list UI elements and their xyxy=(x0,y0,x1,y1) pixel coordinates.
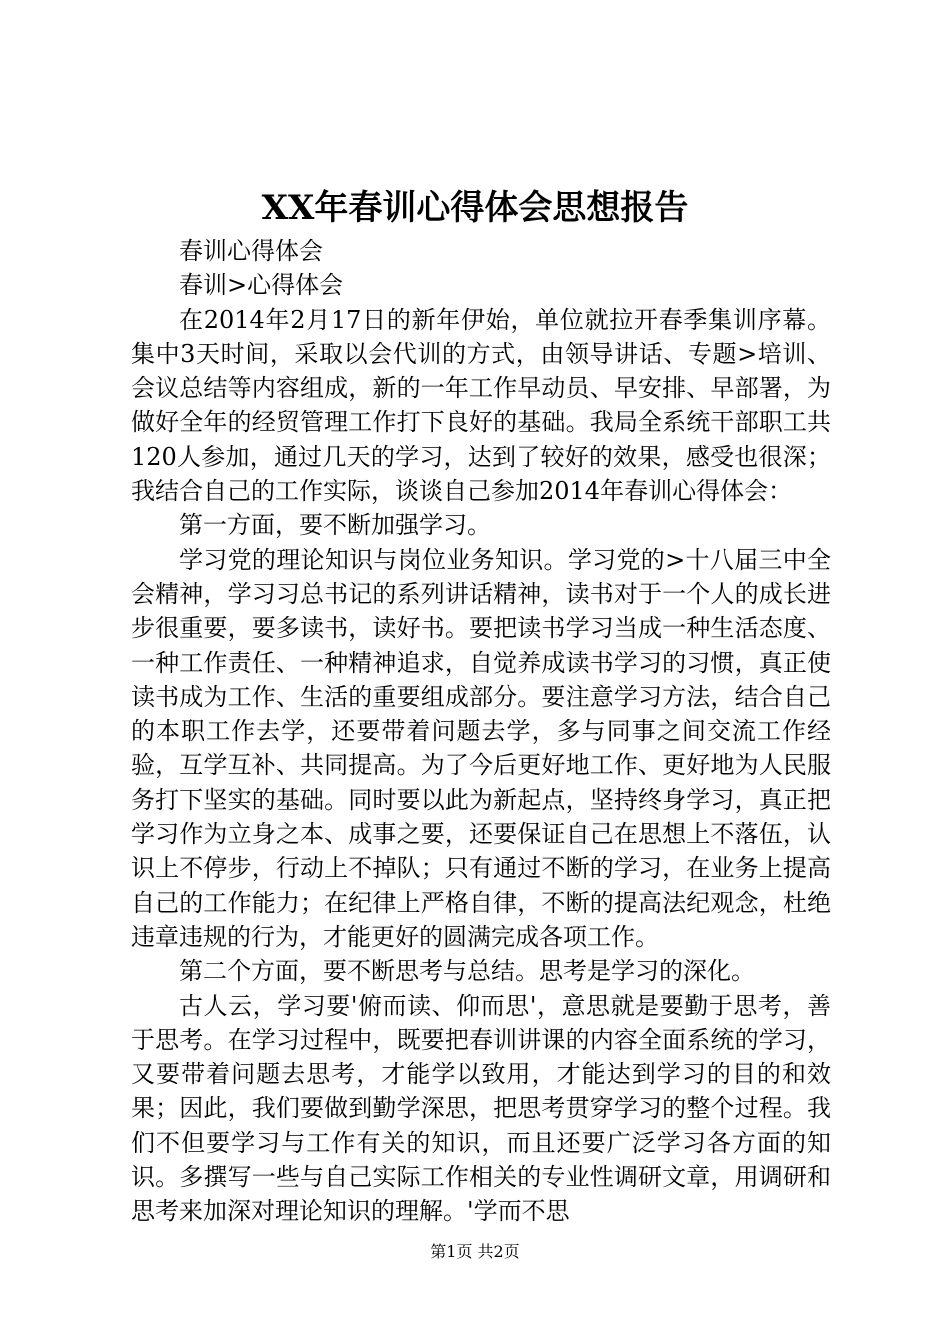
paragraph-section-1-body: 学习党的理论知识与岗位业务知识。学习党的>十八届三中全会精神，学习习总书记的系列讲话精神，读书对于一个人的成长进步很重要，要多读书，读好书。要把读书学习当成一种生活态度、一种工作责任、一种精神追求，自觉养成读书学习的习惯，真正使读书成为工作、生活的重要组成部分。要注意学习方法，结合自己的本职工作去学，还要带着问题去学，多与同事之间交流工作经验，互学互补、共同提高。为了今后更好地工作、更好地为人民服务打下坚实的基础。同时要以此为新起点，坚持终身学习，真正把学习作为立身之本、成事之要，还要保证自己在思想上不落伍，认识上不停步，行动上不掉队；只有通过不断的学习，在业务上提高自己的工作能力；在纪律上严格自律，不断的提高法纪观念，杜绝违章违规的行为，才能更好的圆满完成各项工作。 xyxy=(131,545,831,951)
page-footer: 第1页 共2页 xyxy=(430,1242,520,1261)
paragraph-section-2-body: 古人云，学习要'俯而读、仰而思'，意思就是要勤于思考，善于思考。在学习过程中，既要把春训讲课的内容全面系统的学习，又要带着问题去思考，才能学以致用，才能达到学习的目的和效果；因此，我们要做到勤学深思，把思考贯穿学习的整个过程。我们不但要学习与工作有关的知识，而且还要广泛学习各方面的知识。多撰写一些与自己实际工作相关的专业性调研文章，用调研和思考来加深对理论知识的理解。'学而不思 xyxy=(131,991,831,1226)
paragraph-intro: 在2014年2月17日的新年伊始，单位就拉开春季集训序幕。集中3天时间，采取以会代训的方式，由领导讲话、专题>培训、会议总结等内容组成，新的一年工作早动员、早安排、早部署，为做好全年的经贸管理工作打下良好的基础。我局全系统干部职工共120人参加，通过几天的学习，达到了较好的效果，感受也很深；我结合自己的工作实际，谈谈自己参加2014年春训心得体会： xyxy=(131,305,831,506)
paragraph-section-1-heading: 第一方面，要不断加强学习。 xyxy=(179,511,491,540)
paragraph-subtitle-2: 春训>心得体会 xyxy=(179,271,344,300)
paragraph-subtitle-1: 春训心得体会 xyxy=(179,237,323,265)
document-title: XX年春训心得体会思想报告 xyxy=(261,188,689,228)
paragraph-section-2-heading: 第二个方面，要不断思考与总结。思考是学习的深化。 xyxy=(179,957,755,986)
document-body xyxy=(131,234,831,1229)
